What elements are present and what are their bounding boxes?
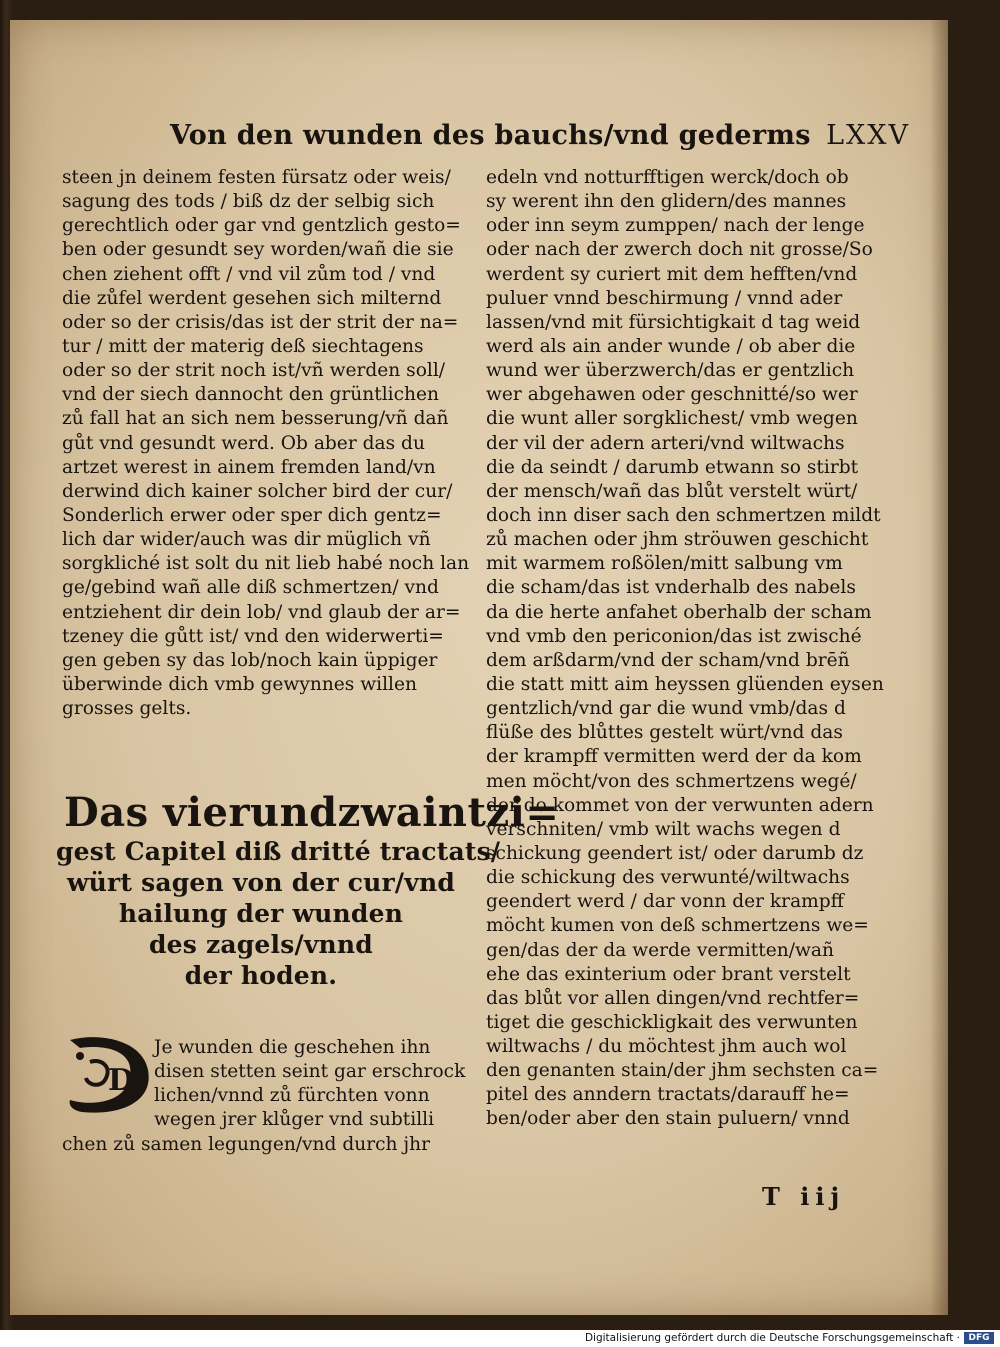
text-line: sy werent ihn den glidern/des mannes xyxy=(486,191,847,213)
footer-credit: Digitalisierung gefördert durch die Deutsche Forschungsgemeinschaft · xyxy=(584,1332,960,1344)
text-line: grosses gelts. xyxy=(62,698,192,720)
text-line: Sonderlich erwer oder sper dich gentz= xyxy=(62,504,442,526)
text-line: ben oder gesundt sey worden/wañ die sie xyxy=(62,239,454,261)
text-line: ge/gebind wañ alle diß schmertzen/ vnd xyxy=(62,577,439,599)
heading-line: gest Capitel diß dritté tractats/ xyxy=(56,837,501,866)
text-line: lassen/vnd mit fürsichtigkait d tag weid xyxy=(486,311,861,333)
book-page xyxy=(10,20,948,1315)
right-column xyxy=(486,166,886,1132)
text-line: gerechtlich oder gar vnd gentzlich gesto= xyxy=(62,215,461,237)
text-line: da die herte anfahet oberhalb der scham xyxy=(486,601,872,623)
text-line: oder nach der zwerch doch nit grosse/So xyxy=(486,239,873,261)
text-line: zů machen oder jhm ströuwen geschicht xyxy=(486,529,869,551)
heading-line: des zagels/vnnd xyxy=(148,930,373,959)
text-line: vnd der siech dannocht den grüntlichen xyxy=(62,384,439,406)
heading-line: Das vierundzwaintzi= xyxy=(64,789,560,836)
text-line: oder so der crisis/das ist der strit der na= xyxy=(62,311,459,333)
text-line: die schickung des verwunté/wiltwachs xyxy=(486,867,850,889)
text-line: überwinde dich vmb gewynnes willen xyxy=(62,673,417,695)
text-line: gen geben sy das lob/noch kain üppiger xyxy=(62,649,438,671)
decorated-initial xyxy=(60,1032,156,1118)
text-line: edeln vnd notturfftigen werck/doch ob xyxy=(486,167,849,188)
text-line: steen jn deinem festen fürsatz oder weis/ xyxy=(62,167,451,188)
text-line: wegen jrer klůger vnd subtilli xyxy=(154,1109,435,1131)
text-line: wiltwachs / du möchtest jhm auch wol xyxy=(486,1036,847,1058)
text-line: ehe das exinterium oder brant verstelt xyxy=(486,963,851,985)
text-line: chen ziehent offt / vnd vil zům tod / vnd xyxy=(62,263,436,285)
text-line: Je wunden die geschehen ihn xyxy=(154,1037,431,1058)
text-line: mit warmem roßölen/mitt salbung vm xyxy=(486,553,843,575)
text-line: pitel des anndern tractats/darauff he= xyxy=(486,1084,850,1106)
text-line: zů fall hat an sich nem besserung/vñ dañ xyxy=(62,408,449,430)
text-line: doch inn diser sach den schmertzen mildt xyxy=(486,504,881,526)
text-line: oder so der strit noch ist/vñ werden soll/ xyxy=(62,360,446,382)
text-line: flüße des blůttes gestelt würt/vnd das xyxy=(486,722,843,744)
dfg-logo: DFG xyxy=(964,1332,994,1344)
text-line: das blůt vor allen dingen/vnd rechtfer= xyxy=(486,987,860,1009)
digitization-footer xyxy=(0,1330,1000,1347)
text-line: lichen/vnnd zů fürchten vonn xyxy=(154,1085,430,1107)
text-line: men möcht/von des schmertzens wegé/ xyxy=(486,770,857,792)
text-line: disen stetten seint gar erschrock xyxy=(154,1061,466,1083)
text-line: wer abgehawen oder geschnitté/so wer xyxy=(486,384,858,406)
text-line: geendert werd / dar vonn der krampff xyxy=(486,891,844,913)
svg-text:D: D xyxy=(108,1063,135,1098)
text-line: werd als ain ander wunde / ob aber die xyxy=(486,335,856,357)
text-line: die zůfel werdent gesehen sich milternd xyxy=(62,287,442,309)
signature-mark: T iij xyxy=(762,1182,846,1211)
text-line: lich dar wider/auch was dir müglich vñ xyxy=(62,529,431,551)
text-line: tzeney die gůtt ist/ vnd den widerwerti= xyxy=(62,625,444,647)
text-line: artzet werest in ainem fremden land/vn xyxy=(62,456,436,478)
heading-line: würt sagen von der cur/vnd xyxy=(66,868,456,897)
text-line: die da seindt / darumb etwann so stirbt xyxy=(486,456,859,478)
text-line: sagung des tods / biß dz der selbig sich xyxy=(62,191,435,213)
text-line: die wunt aller sorgklichest/ vmb wegen xyxy=(486,408,858,430)
text-line: den genanten stain/der jhm sechsten ca= xyxy=(486,1060,879,1082)
text-line: gentzlich/vnd gar die wund vmb/das d xyxy=(486,698,846,720)
heading-line: hailung der wunden xyxy=(118,899,404,928)
text-line: werdent sy curiert mit dem hefften/vnd xyxy=(486,263,858,285)
text-line: ben/oder aber den stain puluern/ vnnd xyxy=(486,1108,850,1130)
text-line: dem arßdarm/vnd der scham/vnd brēñ xyxy=(486,649,850,671)
running-head-title: Von den wunden des bauchs/vnd gederms xyxy=(170,120,811,151)
text-line: der krampff vermitten werd der da kom xyxy=(486,746,862,768)
paragraph-continuation: chen zů samen legungen/vnd durch jhr xyxy=(62,1134,431,1155)
text-line: sorgkliché ist solt du nit lieb habé noch lan xyxy=(62,553,470,575)
text-line: verschniten/ vmb wilt wachs wegen d xyxy=(486,818,841,840)
text-line: der vil der adern arteri/vnd wiltwachs xyxy=(486,432,845,454)
text-line: der mensch/wañ das blůt verstelt würt/ xyxy=(486,480,858,502)
running-head xyxy=(170,120,910,156)
chapter-heading xyxy=(56,789,560,991)
text-line: puluer vnnd beschirmung / vnnd ader xyxy=(486,287,843,309)
text-line: schickung geendert ist/ oder darumb dz xyxy=(486,842,864,864)
initial-paragraph xyxy=(154,1036,474,1133)
text-line: die scham/das ist vnderhalb des nabels xyxy=(486,577,856,599)
text-line: gůt vnd gesundt werd. Ob aber das du xyxy=(62,432,425,454)
heading-line: der hoden. xyxy=(184,961,338,990)
text-line: möcht kumen von deß schmertzens we= xyxy=(486,915,869,937)
text-line: tur / mitt der materig deß siechtagens xyxy=(62,335,424,357)
text-line: tiget die geschickligkait des verwunten xyxy=(486,1011,858,1033)
text-line: der do kommet von der verwunten adern xyxy=(486,794,874,816)
text-line: vnd vmb den periconion/das ist zwisché xyxy=(486,625,862,647)
folio-number: LXXV xyxy=(826,120,910,151)
text-line: derwind dich kainer solcher bird der cur/ xyxy=(62,480,453,502)
text-line: wund wer überzwerch/das er gentzlich xyxy=(486,360,855,382)
text-line: gen/das der da werde vermitten/wañ xyxy=(486,939,834,961)
text-line: die statt mitt aim heyssen glüenden eysen xyxy=(486,673,884,695)
left-column xyxy=(62,166,472,721)
text-line: oder inn seym zumppen/ nach der lenge xyxy=(486,215,865,237)
text-line: entziehent dir dein lob/ vnd glaub der ar= xyxy=(62,601,461,623)
